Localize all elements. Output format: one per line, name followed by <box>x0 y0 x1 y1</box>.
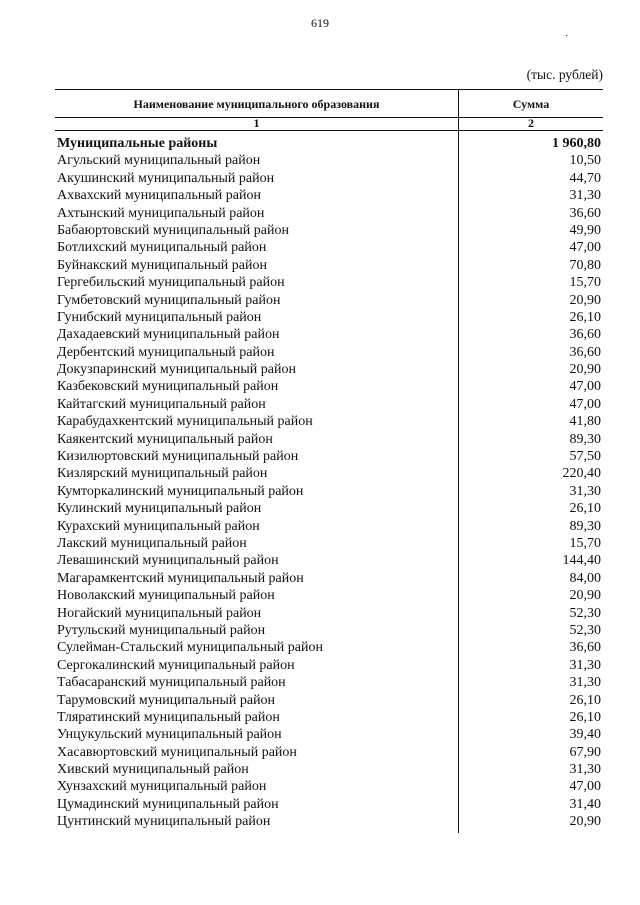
table-row <box>55 222 603 239</box>
table-row <box>55 292 603 309</box>
amount-value: 20,90 <box>569 588 601 604</box>
amount-value: 10,50 <box>569 153 601 169</box>
district-name: Акушинский муниципальный район <box>57 170 275 186</box>
district-name: Табасаранский муниципальный район <box>57 675 286 691</box>
table-row <box>55 552 603 569</box>
amount-value: 15,70 <box>569 535 601 551</box>
district-name: Агульский муниципальный район <box>57 153 261 169</box>
district-name: Лакский муниципальный район <box>57 535 247 551</box>
amount-value: 36,60 <box>569 205 601 221</box>
table-row <box>55 170 603 187</box>
amount-value: 49,90 <box>569 222 601 238</box>
table-row <box>55 761 603 778</box>
amount-value: 31,30 <box>569 483 601 499</box>
amount-value: 31,40 <box>569 796 601 812</box>
table-row <box>55 413 603 430</box>
amount-value: 31,30 <box>569 188 601 204</box>
amount-value: 47,00 <box>569 379 601 395</box>
district-name: Новолакский муниципальный район <box>57 588 275 604</box>
district-name: Ногайский муниципальный район <box>57 605 262 621</box>
amount-value: 70,80 <box>569 257 601 273</box>
amount-value: 26,10 <box>569 709 601 725</box>
district-name: Ахтынский муниципальный район <box>57 205 265 221</box>
district-name: Кизилюртовский муниципальный район <box>57 449 299 465</box>
table-row <box>55 744 603 761</box>
table-row <box>55 692 603 709</box>
scan-mark: · <box>565 31 569 42</box>
amount-value: 20,90 <box>569 814 601 830</box>
table-row <box>55 361 603 378</box>
amount-value: 36,60 <box>569 640 601 656</box>
table-row <box>55 187 603 204</box>
amount-value: 31,30 <box>569 762 601 778</box>
amount-value: 47,00 <box>569 240 601 256</box>
amount-value: 36,60 <box>569 327 601 343</box>
district-name: Казбековский муниципальный район <box>57 379 279 395</box>
district-name: Хасавюртовский муниципальный район <box>57 744 297 760</box>
table-row <box>55 152 603 169</box>
district-name: Докузпаринский муниципальный район <box>57 362 296 378</box>
table-row <box>55 326 603 343</box>
district-name: Ботлихский муниципальный район <box>57 240 267 256</box>
table-row <box>55 726 603 743</box>
table-row <box>55 205 603 222</box>
district-name: Левашинский муниципальный район <box>57 553 279 569</box>
amount-value: 26,10 <box>569 501 601 517</box>
district-name: Сергокалинский муниципальный район <box>57 657 295 673</box>
district-name: Цунтинский муниципальный район <box>57 814 271 830</box>
amount-value: 31,30 <box>569 675 601 691</box>
district-name: Дербентский муниципальный район <box>57 344 275 360</box>
district-name: Тарумовский муниципальный район <box>57 692 276 708</box>
header-name: Наименование муниципального образования <box>133 97 380 111</box>
amount-value: 89,30 <box>569 431 601 447</box>
amount-value: 26,10 <box>569 692 601 708</box>
amount-value: 26,10 <box>569 309 601 325</box>
column-numbers-row <box>55 117 603 131</box>
amount-value: 52,30 <box>569 622 601 638</box>
amount-value: 220,40 <box>562 466 601 482</box>
table-row <box>55 344 603 361</box>
table-row <box>55 378 603 395</box>
district-name: Унцукульский муниципальный район <box>57 727 282 743</box>
district-name: Дахадаевский муниципальный район <box>57 327 280 343</box>
total-row <box>55 135 603 152</box>
amount-value: 47,00 <box>569 396 601 412</box>
table-row <box>55 657 603 674</box>
district-name: Сулейман-Стальский муниципальный район <box>57 640 323 656</box>
table-body <box>55 135 603 831</box>
district-name: Курахский муниципальный район <box>57 518 260 534</box>
amount-value: 41,80 <box>569 414 601 430</box>
district-name: Бабаюртовский муниципальный район <box>57 222 289 238</box>
district-name: Муниципальные районы <box>57 136 218 151</box>
amount-value: 1 960,80 <box>552 136 601 151</box>
district-name: Кайтагский муниципальный район <box>57 396 266 412</box>
amount-value: 31,30 <box>569 657 601 673</box>
table-row <box>55 709 603 726</box>
header-sum: Сумма <box>512 97 550 111</box>
column-number-1: 1 <box>253 116 260 130</box>
district-name: Хунзахский муниципальный район <box>57 779 267 795</box>
page-number: 619 <box>311 16 329 30</box>
column-number-2: 2 <box>528 116 534 130</box>
district-name: Гумбетовский муниципальный район <box>57 292 281 308</box>
district-name: Тляратинский муниципальный район <box>57 709 280 725</box>
table-row <box>55 483 603 500</box>
table-row <box>55 570 603 587</box>
table-row <box>55 587 603 604</box>
district-name: Хивский муниципальный район <box>57 762 249 778</box>
amount-value: 67,90 <box>569 744 601 760</box>
amount-value: 44,70 <box>569 170 601 186</box>
table-row <box>55 639 603 656</box>
amount-value: 36,60 <box>569 344 601 360</box>
district-name: Ахвахский муниципальный район <box>57 188 261 204</box>
district-name: Буйнакский муниципальный район <box>57 257 267 273</box>
table-row <box>55 622 603 639</box>
table-row <box>55 778 603 795</box>
amount-value: 20,90 <box>569 292 601 308</box>
table-row <box>55 396 603 413</box>
amount-value: 52,30 <box>569 605 601 621</box>
district-name: Гергебильский муниципальный район <box>57 275 285 291</box>
amount-value: 89,30 <box>569 518 601 534</box>
table-row <box>55 605 603 622</box>
district-name: Карабудахкентский муниципальный район <box>57 414 313 430</box>
district-name: Кумторкалинский муниципальный район <box>57 483 304 499</box>
table-row <box>55 518 603 535</box>
district-name: Каякентский муниципальный район <box>57 431 273 447</box>
district-name: Магарамкентский муниципальный район <box>57 570 304 586</box>
table-row <box>55 500 603 517</box>
amount-value: 15,70 <box>569 275 601 291</box>
amount-value: 20,90 <box>569 362 601 378</box>
amount-value: 39,40 <box>569 727 601 743</box>
table-row <box>55 309 603 326</box>
table-row <box>55 796 603 813</box>
amount-value: 144,40 <box>562 553 601 569</box>
table-row <box>55 274 603 291</box>
table-row <box>55 431 603 448</box>
table-row <box>55 257 603 274</box>
numbers-bottom-border <box>55 130 603 131</box>
table-row <box>55 465 603 482</box>
amount-value: 84,00 <box>569 570 601 586</box>
table-row <box>55 535 603 552</box>
table-row <box>55 239 603 256</box>
district-name: Рутульский муниципальный район <box>57 622 266 638</box>
table-row <box>55 813 603 830</box>
amount-value: 57,50 <box>569 449 601 465</box>
units-label: (тыс. рублей) <box>526 67 603 82</box>
district-name: Цумадинский муниципальный район <box>57 796 279 812</box>
table-header <box>55 89 603 117</box>
table-row <box>55 448 603 465</box>
amount-value: 47,00 <box>569 779 601 795</box>
table-row <box>55 674 603 691</box>
district-name: Кизлярский муниципальный район <box>57 466 268 482</box>
district-name: Гунибский муниципальный район <box>57 309 262 325</box>
district-name: Кулинский муниципальный район <box>57 501 262 517</box>
